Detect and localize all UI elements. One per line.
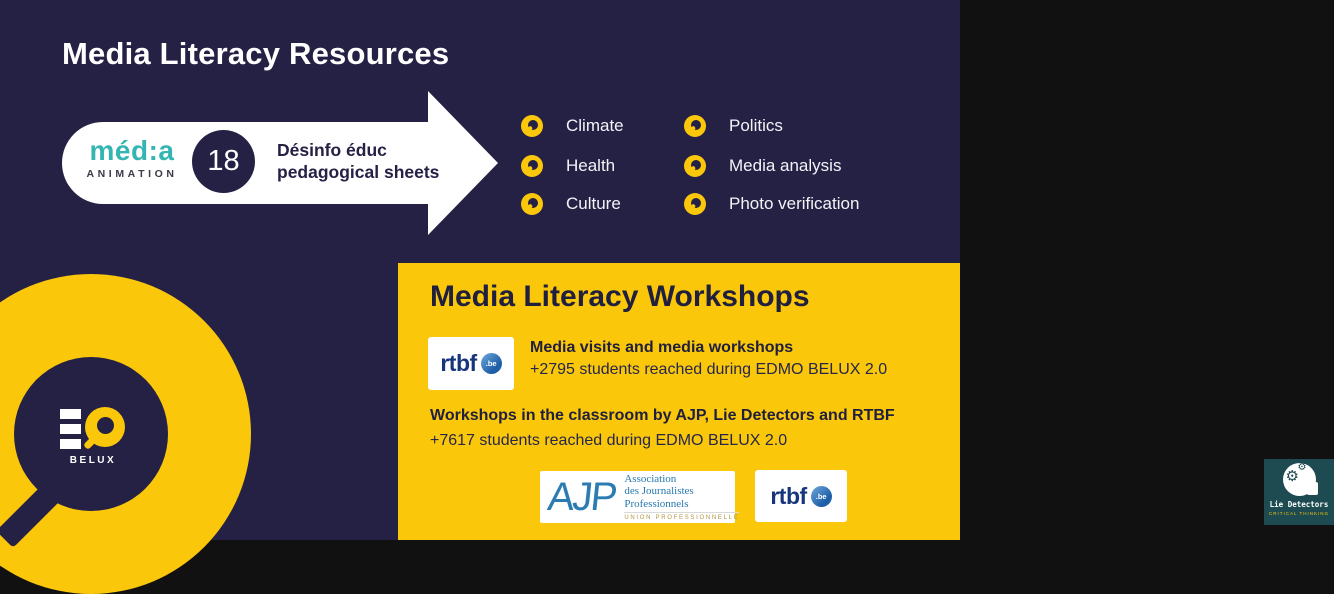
media-animation-subtitle: ANIMATION — [86, 168, 178, 180]
workshops-panel — [398, 263, 1329, 540]
topic-item-photo-verification — [684, 193, 859, 215]
topic-item-culture — [521, 193, 621, 215]
rtbf-wordmark: rtbf — [440, 350, 477, 376]
ajp-text-line1: Association — [624, 472, 677, 485]
topic-label: Media analysis — [729, 156, 842, 175]
ajp-acronym: AJP — [545, 475, 618, 519]
topic-label: Health — [566, 156, 616, 175]
page-title: Media Literacy Resources — [62, 36, 450, 71]
rtbf-logo — [755, 470, 847, 522]
media-animation-logo — [76, 136, 188, 180]
media-animation-brand: méd:a — [89, 135, 175, 166]
edmo-bullet-icon — [521, 155, 543, 177]
topic-item-media-analysis — [684, 155, 841, 177]
lie-detectors-wordmark: Lie Detectors — [1269, 500, 1329, 509]
topic-label: Politics — [729, 116, 783, 135]
ajp-union-label: UNION PROFESSIONNELLE — [624, 512, 739, 521]
workshop-item1-heading: Media visits and media workshops — [530, 339, 794, 356]
banner-caption — [277, 139, 439, 183]
edmo-bullet-icon — [684, 193, 706, 215]
ajp-text-line2: des Journalistes — [624, 485, 694, 498]
lie-detectors-logo — [1264, 459, 1334, 525]
banner-caption-line1: Désinfo éduc — [277, 140, 387, 160]
sheet-count: 18 — [207, 145, 240, 177]
topic-label: Culture — [566, 194, 621, 213]
edmo-e-icon — [60, 409, 81, 454]
topic-item-politics — [684, 115, 783, 137]
ajp-logo — [540, 471, 740, 523]
rtbf-logo — [428, 337, 514, 390]
workshop-item2-detail: +7617 students reached during EDMO BELUX 2.0 — [430, 432, 788, 449]
topic-label: Photo verification — [729, 194, 860, 213]
topic-label: Climate — [566, 116, 624, 135]
rtbf-be-badge: .be — [811, 486, 832, 507]
rtbf-wordmark: rtbf — [770, 482, 807, 509]
workshop-item2-heading: Workshops in the classroom by AJP, Lie Detectors and RTBF — [430, 407, 895, 424]
topic-item-climate — [521, 115, 624, 137]
edmo-o-icon — [85, 407, 125, 447]
edmo-belux-label: BELUX — [69, 455, 117, 466]
workshop-item1-detail: +2795 students reached during EDMO BELUX 2.0 — [530, 361, 888, 378]
lie-detectors-tagline: CRITICAL THINKING — [1268, 510, 1329, 516]
gear-icon: ⚙ — [1297, 462, 1307, 473]
head-silhouette-icon — [1283, 463, 1316, 496]
ajp-text-line3: Professionnels — [624, 497, 689, 510]
workshops-title: Media Literacy Workshops — [430, 280, 810, 313]
edmo-bullet-icon — [521, 193, 543, 215]
edmo-bullet-icon — [521, 115, 543, 137]
rtbf-be-badge: .be — [481, 353, 502, 374]
sheet-count-badge — [192, 130, 255, 193]
edmo-bullet-icon — [684, 115, 706, 137]
topic-item-health — [521, 155, 615, 177]
edmo-bullet-icon — [684, 155, 706, 177]
banner-caption-line2: pedagogical sheets — [277, 162, 440, 182]
gear-icon: ⚙ — [1285, 468, 1299, 485]
